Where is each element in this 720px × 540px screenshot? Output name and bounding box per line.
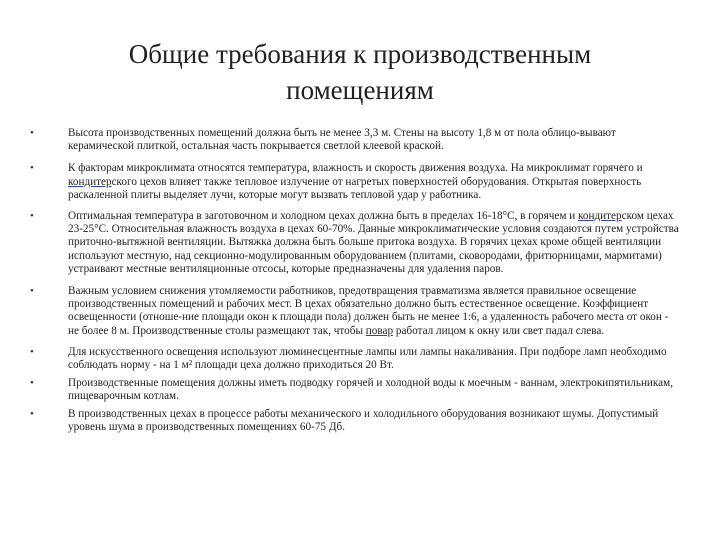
bullet-marker: • — [30, 345, 34, 358]
title-line-2: помещениям — [286, 75, 434, 105]
bullet-marker: • — [30, 377, 34, 390]
slide-title — [60, 36, 660, 108]
paragraph-text: работал лицом к окну или свет падал слева. — [393, 324, 605, 337]
list-item — [30, 408, 680, 434]
underlined-word: кондитер — [68, 175, 112, 188]
underlined-word: кондитер — [578, 210, 622, 223]
list-item — [30, 162, 680, 202]
underlined-word: повар — [365, 324, 394, 337]
list-item — [30, 127, 680, 153]
bullet-marker: • — [30, 407, 34, 420]
paragraph-text: ском цехах 23-25°С. Относительная влажность воздуха в цехах 60-70%. Данные микроклиматические условия создаются путем устройства приточно-вытяжной вентиляции. Вытяжка должна быть больше притока воздуха. В горячих цехах кроме общей вентиляции используют местную, над секционно-модулированным оборудованием (плитами, сковородами, фритюрницами, мармитами) устраивают местные вентиляционные отсосы, которые предназначены для удаления паров. — [68, 210, 679, 275]
bullet-marker: • — [30, 162, 34, 175]
bullet-marker: • — [30, 127, 34, 139]
paragraph-text: Важным условием снижения утомляемости работников, предотвращения травматизма является правильное освещение производственных помещений и рабочих мест. В цехах обязательно должно быть естественное освещение. Коэффициент освещенности (отноше-ние площади окон к площади пола) должен быть не менее 1:6, а удаленность рабочего места от окон - не более 8 м. Производственные столы размещают так, чтобы — [68, 285, 669, 337]
paragraph-text: Производственные помещения должны иметь подводку горячей и холодной воды к моечным - ваннам, электрокипятильникам, пищеварочным котлам. — [68, 377, 674, 403]
paragraph-text: ского цехов влияет также тепловое излучение от нагретых поверхностей оборудования. Открытая поверхность раскаленной плиты выделяет лучи, которые могут вызвать тепловой удар у работника. — [68, 175, 642, 201]
paragraph-text: Для искусственного освещения используют люминесцентные лампы или лампы накаливания. При подборе ламп необходимо соблюдать норму - на 1 м² площади цеха должно приходиться 20 Вт. — [68, 345, 667, 372]
paragraph-text: Высота производственных помещений должна быть не менее 3,3 м. Стены на высоту 1,8 м от пола облицо-вывают керамической плиткой, остальная часть покрывается светлой клеевой краской. — [68, 127, 616, 153]
bullet-marker: • — [30, 285, 34, 298]
list-item — [30, 377, 680, 403]
list-item — [30, 285, 680, 338]
list-item — [30, 346, 680, 372]
bullet-list — [30, 127, 680, 434]
list-item — [30, 210, 680, 276]
paragraph-text: Оптимальная температура в заготовочном и холодном цехах должна быть в пределах 16-18°С, в горячем и — [68, 210, 579, 223]
bullet-marker: • — [30, 210, 34, 223]
paragraph-text: К факторам микроклимата относятся температура, влажность и скорость движения воздуха. На микроклимат горячего и — [68, 162, 643, 175]
title-line-1: Общие требования к производственным — [128, 39, 592, 69]
paragraph-text: В производственных цехах в процессе работы механического и холодильного оборудования возникают шумы. Допустимый уровень шума в производственных помещениях 60-75 Дб. — [68, 407, 659, 433]
